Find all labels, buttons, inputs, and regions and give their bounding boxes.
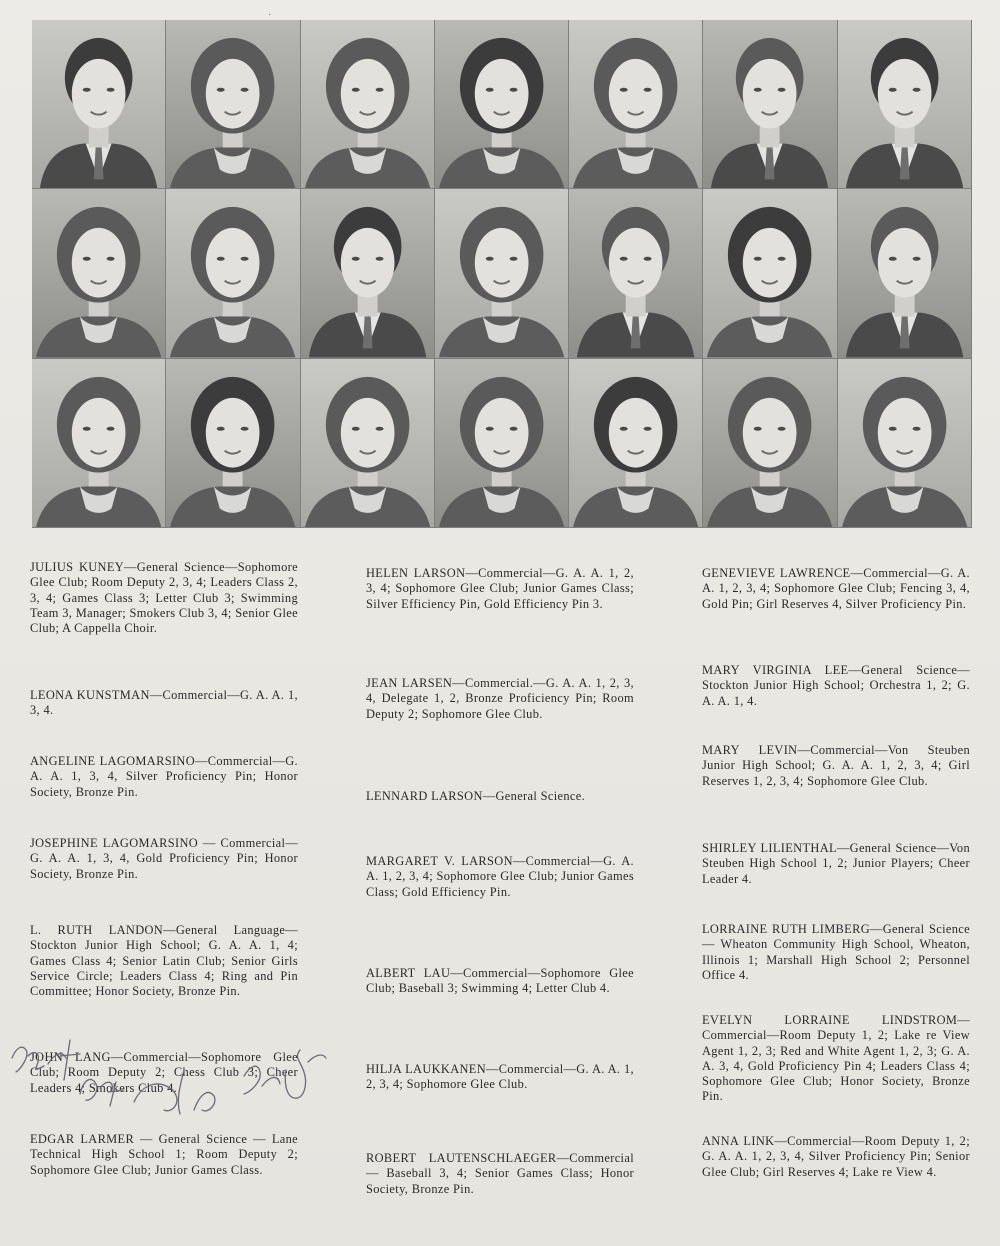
bio-entry: HELEN LARSON—Commercial—G. A. A. 1, 2, 3, 4; Sophomore Glee Club; Junior Games Class; Silver Efficiency Pin, Gold Efficiency Pin 3. bbox=[366, 566, 634, 611]
page-mark: · bbox=[268, 10, 272, 21]
student-portrait bbox=[569, 189, 703, 358]
bio-entry: ROBERT LAUTENSCHLAEGER—Commercial — Baseball 3, 4; Senior Games Class; Honor Society, Bronze Pin. bbox=[366, 1151, 634, 1196]
bio-entry: LORRAINE RUTH LIMBERG—General Science — Wheaton Community High School, Wheaton, Illinois 1; Marshall High School 2; Personnel Office 4. bbox=[702, 922, 970, 982]
student-portrait bbox=[301, 20, 435, 189]
portrait-grid bbox=[32, 20, 972, 528]
bio-entry: JULIUS KUNEY—General Science—Sophomore Glee Club; Room Deputy 2, 3, 4; Leaders Class 2, 3, 4; Games Class 3; Letter Club 3; Swimming Team 3, Manager; Smokers Club 3, 4; Senior Glee Club; A Cappella Choir. bbox=[30, 560, 298, 636]
bio-entry: LENNARD LARSON—General Science. bbox=[366, 789, 586, 803]
student-portrait bbox=[569, 359, 703, 528]
student-portrait bbox=[435, 189, 569, 358]
bio-entry: HILJA LAUKKANEN—Commercial—G. A. A. 1, 2, 3, 4; Sophomore Glee Club. bbox=[366, 1062, 634, 1092]
student-portrait bbox=[703, 359, 837, 528]
student-portrait bbox=[32, 189, 166, 358]
student-portrait bbox=[703, 20, 837, 189]
bio-entry: JOSEPHINE LAGOMARSINO — Commercial—G. A. A. 1, 3, 4, Gold Proficiency Pin; Honor Society, Bronze Pin. bbox=[30, 836, 298, 881]
student-portrait bbox=[838, 20, 972, 189]
bio-entry: MARY LEVIN—Commercial—Von Steuben Junior High School; G. A. A. 1, 2, 3, 4; Girl Reserves 1, 2, 3, 4; Sophomore Glee Club. bbox=[702, 743, 970, 788]
bio-entry: LEONA KUNSTMAN—Commercial—G. A. A. 1, 3, 4. bbox=[30, 688, 298, 718]
bio-entry: SHIRLEY LILIENTHAL—General Science—Von Steuben High School 1, 2; Junior Players; Cheer Leader 4. bbox=[702, 841, 970, 886]
bio-entry: EDGAR LARMER — General Science — Lane Technical High School 1; Room Deputy 2; Sophomore Glee Club; Junior Games Class. bbox=[30, 1132, 298, 1177]
student-portrait bbox=[166, 189, 300, 358]
student-portrait bbox=[703, 189, 837, 358]
student-portrait bbox=[32, 20, 166, 189]
bio-entry: EVELYN LORRAINE LINDSTROM—Commercial—Room Deputy 1, 2; Lake re View Agent 1, 2, 3; Red and White Agent 1, 2, 3; G. A. A. 3, 4, Gold Proficiency Pin 4; Leaders Class 4; Sophomore Glee Club; Honor Society, Bronze Pin. bbox=[702, 1013, 970, 1104]
student-portrait bbox=[435, 20, 569, 189]
bio-entry: L. RUTH LANDON—General Language—Stockton Junior High School; G. A. A. 1, 4; Games Class 4; Senior Latin Club; Senior Girls Service Circle; Leaders Class 4; Ring and Pin Committee; Honor Society, Bronze Pin. bbox=[30, 923, 298, 999]
bio-entry: MARY VIRGINIA LEE—General Science—Stockton Junior High School; Orchestra 1, 2; G. A. A. 1, 4. bbox=[702, 663, 970, 708]
bio-entry: GENEVIEVE LAWRENCE—Commercial—G. A. A. 1, 2, 3, 4; Sophomore Glee Club; Fencing 3, 4, Gold Pin; Girl Reserves 4, Silver Proficiency Pin. bbox=[702, 566, 970, 611]
student-portrait bbox=[838, 359, 972, 528]
bio-entry: ANGELINE LAGOMARSINO—Commercial—G. A. A. 1, 3, 4, Silver Proficiency Pin; Honor Society, Bronze Pin. bbox=[30, 754, 298, 799]
bio-entry: ANNA LINK—Commercial—Room Deputy 1, 2; G. A. A. 1, 2, 3, 4, Silver Proficiency Pin; Senior Glee Club; Girl Reserves 4; Lake re View 4. bbox=[702, 1134, 970, 1179]
bio-entry: JEAN LARSEN—Commercial.—G. A. A. 1, 2, 3, 4, Delegate 1, 2, Bronze Proficiency Pin; Room Deputy 2; Sophomore Glee Club. bbox=[366, 676, 634, 721]
bio-entry: MARGARET V. LARSON—Commercial—G. A. A. 1, 2, 3, 4; Sophomore Glee Club; Junior Games Class; Gold Efficiency Pin. bbox=[366, 854, 634, 899]
student-portrait bbox=[166, 359, 300, 528]
student-portrait bbox=[569, 20, 703, 189]
student-portrait bbox=[166, 20, 300, 189]
bio-entry: ALBERT LAU—Commercial—Sophomore Glee Club; Baseball 3; Swimming 4; Letter Club 4. bbox=[366, 966, 634, 996]
bio-entry: JOHN LANG—Commercial—Sophomore Glee Club; Room Deputy 2; Chess Club 3; Cheer Leaders 4; Smokers Club 4. bbox=[30, 1050, 298, 1095]
student-portrait bbox=[301, 359, 435, 528]
student-portrait bbox=[435, 359, 569, 528]
student-portrait bbox=[838, 189, 972, 358]
student-portrait bbox=[32, 359, 166, 528]
student-portrait bbox=[301, 189, 435, 358]
